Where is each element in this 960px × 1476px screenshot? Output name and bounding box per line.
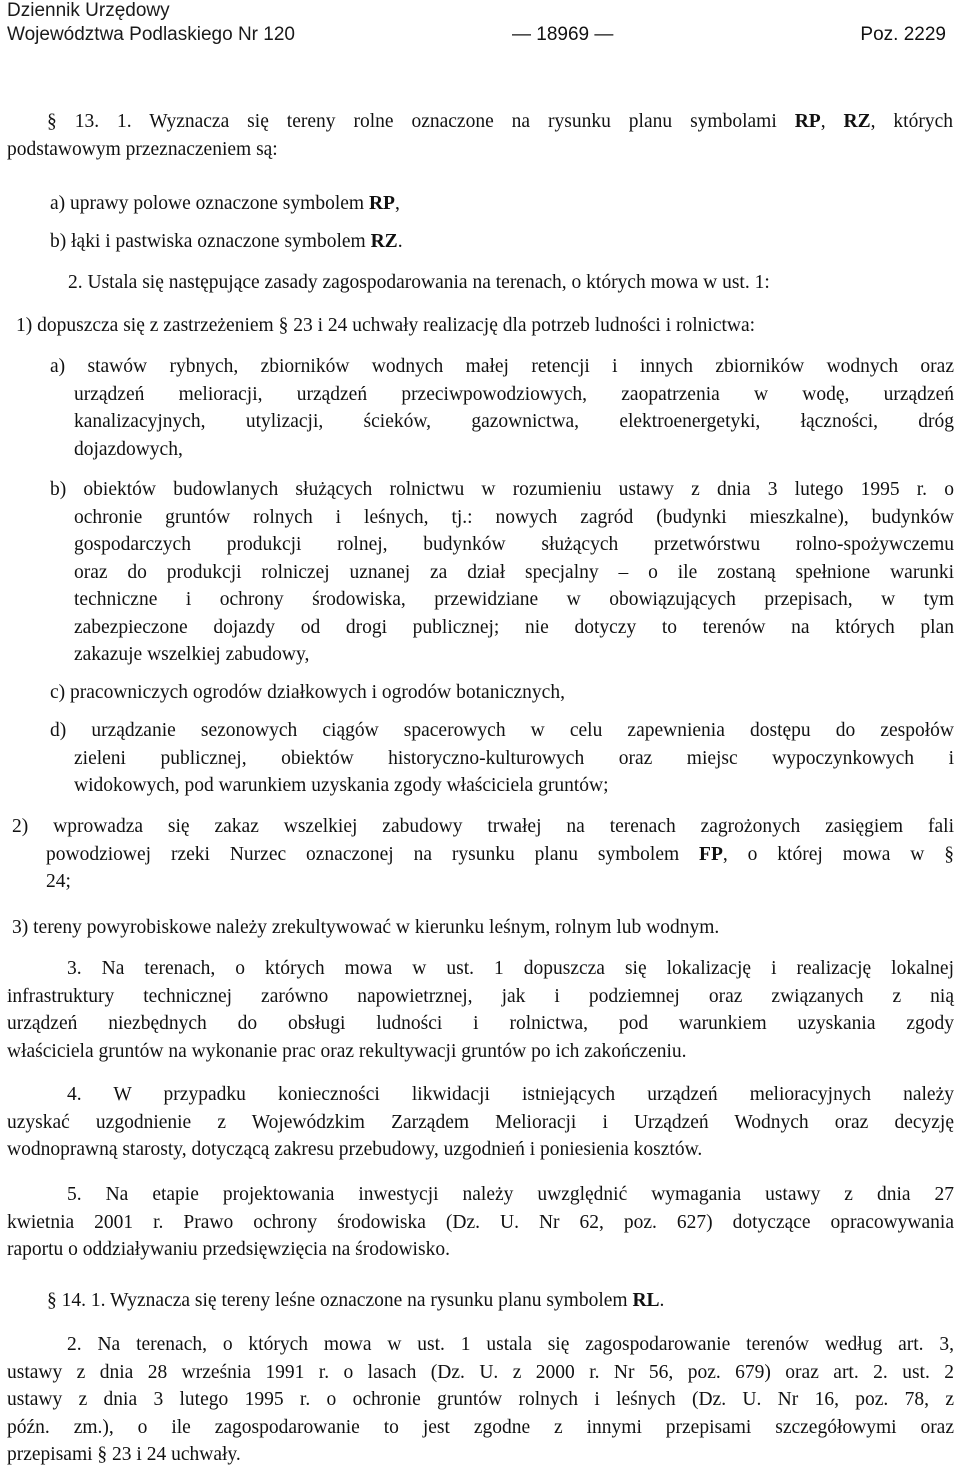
s13-paragraph-4 (7, 1081, 954, 1164)
s13-point-3: 3) tereny powyrobiskowe należy zrekultywować w kierunku leśnym, rolnym lub wodnym. (12, 917, 720, 938)
point-2-line-1: 2) wprowadza się zakaz wszelkiej zabudowy trwałej na terenach zagrożonych zasięgiem fali (12, 816, 954, 837)
s13-point-1: 1) dopuszcza się z zastrzeżeniem § 23 i 24 uchwały realizację dla potrzeb ludności i rolnictwa: (16, 315, 756, 336)
page-number: — 18969 — (512, 24, 614, 45)
symbol-rz: RZ (843, 111, 871, 132)
p5-line-2: kwietnia 2001 r. Prawo ochrony środowiska (Dz. U. Nr 62, poz. 627) dotyczące opracowywania (7, 1211, 954, 1233)
s13-point-2 (12, 813, 954, 896)
s14-p2-line-1: 2. Na terenach, o których mowa w ust. 1 ustala się zagospodarowanie terenów według art. 3, (67, 1334, 954, 1355)
s13-p1-line-1 (7, 108, 953, 136)
s13-point-1-d (50, 717, 954, 800)
point-1d-line-3: widokowych, pod warunkiem uzyskania zgody właściciela gruntów; (74, 775, 609, 796)
s14-p1-end: . (659, 1290, 665, 1311)
s14-p2-line-5: przepisami § 23 i 24 uchwały. (7, 1444, 241, 1465)
item-b-text: b) łąki i pastwiska oznaczone symbolem (50, 231, 371, 252)
s13-paragraph-1 (7, 108, 953, 163)
s13-p1-sep: , (820, 111, 844, 132)
point-2-line-3: 24; (46, 871, 71, 892)
point-1a-line-3: kanalizacyjnych, utylizacji, ścieków, gazownictwa, elektroenergetyki, łączności, dróg (74, 411, 954, 432)
point-1a-line-4: dojazdowych, (74, 438, 183, 460)
item-b-end: . (397, 231, 403, 252)
s13-p1-text: § 13. 1. Wyznacza się tereny rolne oznaczone na rysunku planu symbolami (47, 111, 795, 132)
position-number: Poz. 2229 (860, 24, 946, 45)
s13-paragraph-3 (7, 955, 954, 1065)
point-1b-line-6: zabezpieczone dojazdy od drogi publicznej; nie dotyczy to terenów na których plan (74, 616, 954, 638)
point-1b-line-1: b) obiektów budowlanych służących rolnictwu w rozumieniu ustawy z dnia 3 lutego 1995 r. o (50, 479, 954, 500)
s14-p2-line-4: późn. zm.), o ile zagospodarowanie to jest zgodne z innymi przepisami szczegółowymi oraz (7, 1416, 954, 1438)
s13-item-a (50, 190, 400, 218)
p4-line-1: 4. W przypadku konieczności likwidacji istniejących urządzeń melioracyjnych należy (67, 1084, 954, 1105)
point-1b-line-4: oraz do produkcji rolniczej uznanej za dział specjalny – o ile zostaną spełnione warunki (74, 561, 954, 583)
item-b-symbol: RZ (370, 231, 398, 252)
point-2-text: powodziowej rzeki Nurzec oznaczonej na rysunku planu symbolem (46, 843, 700, 865)
p4-line-2: uzyskać uzgodnienie z Wojewódzkim Zarządem Melioracji i Urządzeń Wodnych oraz decyzję (7, 1111, 954, 1133)
p5-line-3: raportu o oddziaływaniu przedsięwzięcia na środowisko. (7, 1239, 450, 1260)
symbol-rl: RL (632, 1290, 660, 1311)
point-1b-line-7: zakazuje wszelkiej zabudowy, (74, 644, 310, 665)
s13-point-1-a (50, 353, 954, 463)
s13-paragraph-2: 2. Ustala się następujące zasady zagospodarowania na terenach, o których mowa w ust. 1: (68, 272, 770, 293)
item-a-symbol: RP (368, 193, 395, 214)
item-a-text: a) uprawy polowe oznaczone symbolem (50, 193, 369, 214)
point-1a-line-2: urządzeń melioracji, urządzeń przeciwpowodziowych, zaopatrzenia w wodę, urządzeń (74, 383, 954, 405)
symbol-rp: RP (794, 111, 821, 132)
s13-p1-end: , których (870, 111, 953, 132)
s13-point-1-b (50, 476, 954, 669)
point-1d-line-2: zieleni publicznej, obiektów historyczno-kulturowych oraz miejsc wypoczynkowych i (74, 747, 954, 769)
p4-line-3: wodnoprawną starosty, dotyczącą zakresu przebudowy, uzgodnień i poniesienia kosztów. (7, 1139, 703, 1160)
point-1a-line-1: a) stawów rybnych, zbiorników wodnych małej retencji i innych zbiorników wodnych oraz (50, 356, 954, 377)
s13-p1-line-2: podstawowym przeznaczeniem są: (7, 138, 278, 160)
point-1b-line-2: ochronie gruntów rolnych i leśnych, tj.: nowych zagród (budynki mieszkalne), budynków (74, 506, 954, 528)
p3-line-1: 3. Na terenach, o których mowa w ust. 1 dopuszcza się lokalizację i realizację lokalnej (67, 958, 954, 979)
item-a-end: , (394, 193, 400, 214)
s13-paragraph-5 (7, 1181, 954, 1264)
point-2-end: , o której mowa w § (722, 843, 954, 865)
s14-p2-line-2: ustawy z dnia 28 września 1991 r. o lasach (Dz. U. z 2000 r. Nr 56, poz. 679) oraz art. 2. ust. 2 (7, 1361, 954, 1383)
p3-line-3: urządzeń niezbędnych do obsługi ludności i rolnictwa, pod warunkiem uzyskania zgody (7, 1013, 954, 1034)
s14-paragraph-2 (7, 1331, 954, 1469)
s13-point-1-c: c) pracowniczych ogrodów działkowych i ogrodów botanicznych, (50, 682, 565, 703)
point-1d-line-1: d) urządzanie sezonowych ciągów spacerowych w celu zapewnienia dostępu do zespołów (50, 720, 954, 741)
point-1b-line-3: gospodarczych produkcji rolnej, budynków służących przetwórstwu rolno-spożywczemu (74, 534, 954, 555)
point-2-line-2 (12, 841, 954, 869)
s14-p2-line-3: ustawy z dnia 3 lutego 1995 r. o ochronie gruntów rolnych i leśnych (Dz. U. Nr 16, poz. 78, z (7, 1389, 954, 1410)
point-1b-line-5: techniczne i ochrony środowiska, przewidziane w obowiązujących przepisach, w tym (74, 589, 954, 610)
journal-title: Dziennik Urzędowy (7, 0, 170, 21)
p3-line-4: właściciela gruntów na wykonanie prac oraz rekultywacji gruntów po ich zakończeniu. (7, 1040, 687, 1062)
p5-line-1: 5. Na etapie projektowania inwestycji należy uwzględnić wymagania ustawy z dnia 27 (67, 1184, 954, 1205)
s14-p1-text: § 14. 1. Wyznacza się tereny leśne oznaczone na rysunku planu symbolem (47, 1290, 633, 1311)
p3-line-2: infrastruktury technicznej zarówno napowietrznej, jak i podziemnej oraz związanych z nią (7, 985, 954, 1007)
journal-subtitle: Województwa Podlaskiego Nr 120 (7, 24, 295, 45)
symbol-fp: FP (699, 843, 723, 865)
s14-paragraph-1 (47, 1287, 664, 1315)
s13-item-b (50, 228, 403, 256)
